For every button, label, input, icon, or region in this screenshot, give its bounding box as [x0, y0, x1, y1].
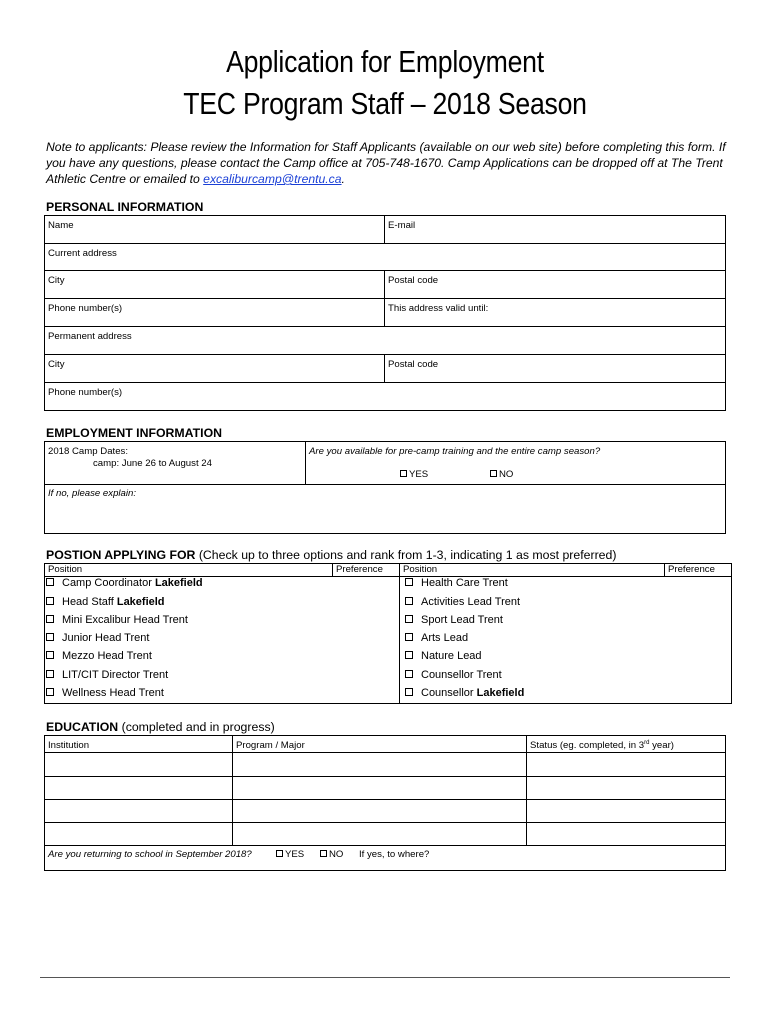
- checkbox-icon[interactable]: [46, 633, 54, 641]
- col-position-right: Position: [403, 564, 438, 575]
- position-option-left-4[interactable]: [46, 650, 152, 662]
- checkbox-icon[interactable]: [490, 470, 497, 477]
- position-option-left-2[interactable]: [46, 614, 188, 626]
- city-field-2[interactable]: City: [48, 359, 65, 370]
- valid-until-field[interactable]: This address valid until:: [388, 303, 489, 314]
- checkbox-icon[interactable]: [46, 578, 54, 586]
- city-field[interactable]: City: [48, 275, 65, 286]
- phone-field[interactable]: Phone number(s): [48, 303, 123, 314]
- position-option-label: Arts Lead: [421, 632, 469, 644]
- position-option-label: Head Staff: [62, 596, 117, 608]
- postal-code-field-2[interactable]: Postal code: [388, 359, 439, 370]
- position-option-label: Mezzo Head Trent: [62, 650, 152, 662]
- checkbox-icon[interactable]: [405, 651, 413, 659]
- position-option-label: Wellness Head Trent: [62, 687, 164, 699]
- applicant-note: [46, 139, 736, 187]
- checkbox-icon[interactable]: [405, 578, 413, 586]
- institution-header: Institution: [48, 740, 90, 751]
- footer-rule: [40, 977, 730, 978]
- postal-code-field[interactable]: Postal code: [388, 275, 439, 286]
- checkbox-icon[interactable]: [46, 597, 54, 605]
- position-option-label: Counsellor: [421, 687, 477, 699]
- position-option-left-5[interactable]: [46, 669, 168, 681]
- checkbox-icon[interactable]: [405, 688, 413, 696]
- email-field[interactable]: E-mail: [388, 220, 416, 231]
- position-option-right-5[interactable]: [405, 669, 502, 681]
- position-option-right-6[interactable]: [405, 687, 524, 699]
- col-position-left: Position: [48, 564, 83, 575]
- checkbox-icon[interactable]: [405, 597, 413, 605]
- phone-field-2[interactable]: Phone number(s): [48, 387, 123, 398]
- position-option-right-3[interactable]: [405, 632, 468, 644]
- note-end: .: [341, 172, 345, 186]
- permanent-address-field[interactable]: Permanent address: [48, 331, 132, 342]
- checkbox-icon[interactable]: [276, 850, 283, 857]
- checkbox-icon[interactable]: [46, 615, 54, 623]
- status-header: Status (eg. completed, in 3rd year): [530, 740, 674, 752]
- position-option-left-6[interactable]: [46, 687, 164, 699]
- form-title-line2: TEC Program Staff – 2018 Season: [183, 86, 587, 121]
- position-option-label: Nature Lead: [421, 650, 482, 662]
- position-option-location: Lakefield: [154, 577, 203, 589]
- position-option-location: Lakefield: [476, 687, 525, 699]
- returning-yes-option[interactable]: YES: [276, 849, 304, 860]
- camp-range: camp: June 26 to August 24: [93, 458, 212, 469]
- position-option-right-0[interactable]: [405, 577, 508, 589]
- position-option-left-1[interactable]: [46, 596, 165, 608]
- position-option-label: Mini Excalibur Head Trent: [62, 614, 188, 626]
- checkbox-icon[interactable]: [46, 670, 54, 678]
- position-option-left-0[interactable]: [46, 577, 203, 589]
- position-option-right-4[interactable]: [405, 650, 482, 662]
- checkbox-icon[interactable]: [405, 670, 413, 678]
- position-option-label: Sport Lead Trent: [421, 614, 503, 626]
- precamp-question: Are you available for pre-camp training and the entire camp season?: [309, 446, 601, 457]
- employment-heading: EMPLOYMENT INFORMATION: [46, 426, 223, 440]
- position-option-location: Lakefield: [116, 596, 165, 608]
- checkbox-icon[interactable]: [405, 633, 413, 641]
- returning-where-field[interactable]: If yes, to where?: [359, 849, 430, 860]
- position-option-label: Counsellor Trent: [421, 669, 502, 681]
- returning-question: Are you returning to school in September 2018?: [48, 849, 252, 860]
- checkbox-icon[interactable]: [46, 688, 54, 696]
- note-text: Note to applicants: Please review the Information for Staff Applicants (available on our web site) before completing this form. If you have any questions, please contact the Camp office at 705-748-1670. Camp Applications can be dropped off at The Trent Athletic Centre or emailed to: [46, 140, 726, 186]
- checkbox-icon[interactable]: [405, 615, 413, 623]
- current-address-field[interactable]: Current address: [48, 248, 117, 259]
- explain-field[interactable]: If no, please explain:: [48, 488, 137, 499]
- position-option-right-1[interactable]: [405, 596, 520, 608]
- form-title-line1: Application for Employment: [226, 44, 544, 79]
- email-link[interactable]: excaliburcamp@trentu.ca: [203, 172, 342, 186]
- returning-no-option[interactable]: NO: [320, 849, 343, 860]
- camp-dates-label: 2018 Camp Dates:: [48, 446, 128, 457]
- returning-row: [48, 849, 252, 860]
- position-option-label: Activities Lead Trent: [421, 596, 521, 608]
- name-field[interactable]: Name: [48, 220, 74, 231]
- precamp-no-option[interactable]: NO: [490, 469, 513, 480]
- position-option-label: Junior Head Trent: [62, 632, 150, 644]
- position-option-right-2[interactable]: [405, 614, 503, 626]
- checkbox-icon[interactable]: [400, 470, 407, 477]
- position-option-label: LIT/CIT Director Trent: [62, 669, 169, 681]
- position-option-label: Health Care Trent: [421, 577, 508, 589]
- position-option-label: Camp Coordinator: [62, 577, 155, 589]
- personal-heading: PERSONAL INFORMATION: [46, 200, 204, 214]
- program-header: Program / Major: [236, 740, 305, 751]
- col-preference-left: Preference: [336, 564, 383, 575]
- education-heading: EDUCATION (completed and in progress): [46, 720, 275, 734]
- checkbox-icon[interactable]: [46, 651, 54, 659]
- position-option-left-3[interactable]: [46, 632, 149, 644]
- col-preference-right: Preference: [668, 564, 715, 575]
- precamp-yes-option[interactable]: YES: [400, 469, 428, 480]
- checkbox-icon[interactable]: [320, 850, 327, 857]
- position-heading: POSTION APPLYING FOR (Check up to three options and rank from 1-3, indicating 1 as most preferred): [46, 548, 617, 562]
